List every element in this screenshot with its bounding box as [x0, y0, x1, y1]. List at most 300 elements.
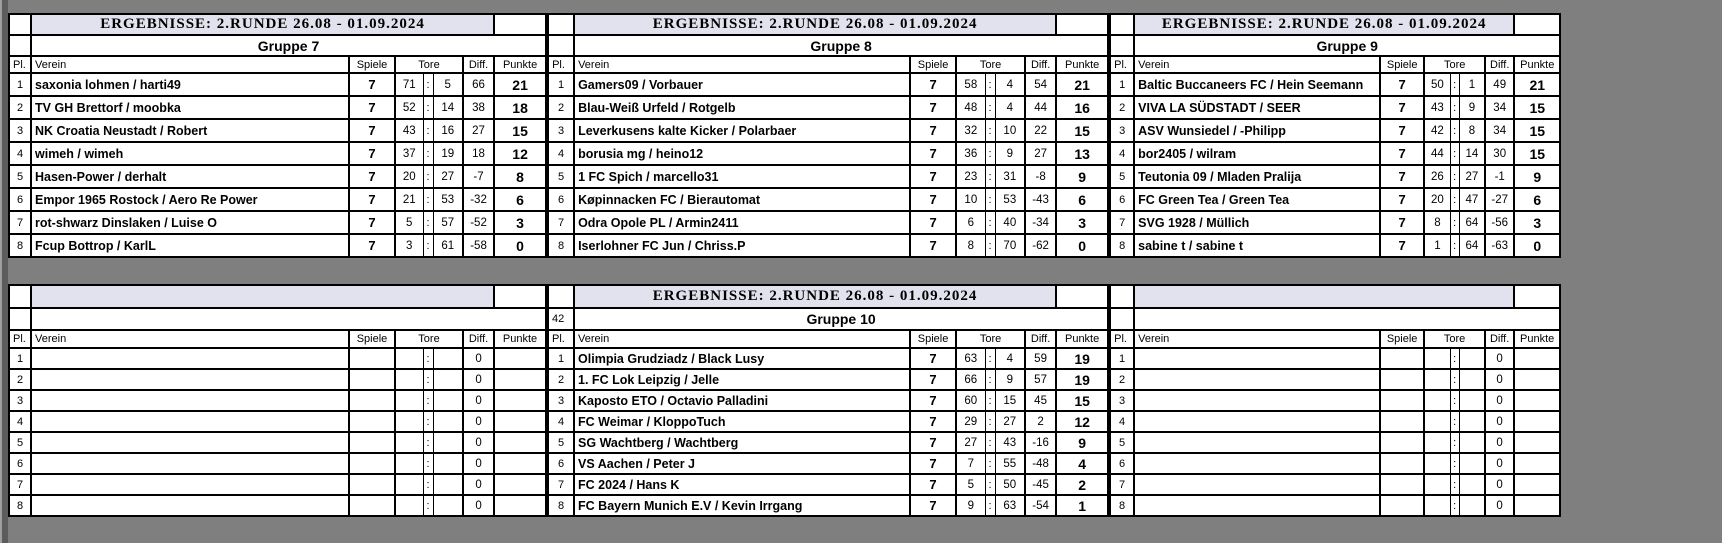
points-cell: 21	[1514, 73, 1560, 96]
games-cell: 7	[1380, 188, 1424, 211]
points-cell	[494, 432, 546, 453]
table-row	[1110, 211, 1560, 234]
place-cell: 1	[1110, 348, 1134, 369]
team-cell: Olimpia Grudziadz / Black Lusy	[574, 348, 910, 369]
goals-for-cell	[1424, 369, 1450, 390]
place-cell: 8	[9, 234, 31, 257]
diff-cell: 18	[463, 142, 494, 165]
diff-cell: 54	[1025, 73, 1056, 96]
games-cell: 7	[910, 142, 956, 165]
goals-for-cell	[395, 432, 423, 453]
goals-for-cell: 23	[956, 165, 985, 188]
title-row	[548, 285, 1108, 308]
title-corner-right	[1056, 285, 1108, 308]
col-header-tore: Tore	[956, 330, 1025, 348]
goals-separator: :	[1450, 432, 1459, 453]
team-cell: Baltic Buccaneers FC / Hein Seemann	[1134, 73, 1380, 96]
games-cell	[1380, 432, 1424, 453]
goals-against-cell	[1459, 474, 1485, 495]
diff-cell: 0	[463, 390, 494, 411]
title-corner-right	[494, 14, 546, 35]
points-cell: 18	[494, 96, 546, 119]
place-cell: 2	[1110, 96, 1134, 119]
panel-empty-right	[1109, 284, 1561, 517]
diff-cell: -32	[463, 188, 494, 211]
diff-cell: -62	[1025, 234, 1056, 257]
points-cell	[494, 474, 546, 495]
place-cell: 5	[9, 432, 31, 453]
table-row	[9, 96, 546, 119]
games-cell: 7	[910, 390, 956, 411]
points-cell	[494, 495, 546, 516]
results-title	[1134, 285, 1514, 308]
group-label: Gruppe 10	[574, 308, 1108, 330]
goals-against-cell: 61	[433, 234, 463, 257]
team-cell: TV GH Brettorf / moobka	[31, 96, 349, 119]
goals-for-cell: 27	[956, 432, 985, 453]
goals-for-cell	[395, 348, 423, 369]
place-cell: 6	[9, 188, 31, 211]
diff-cell: 34	[1485, 96, 1514, 119]
games-cell	[1380, 390, 1424, 411]
diff-cell: 0	[463, 432, 494, 453]
goals-against-cell: 4	[995, 73, 1025, 96]
goals-separator: :	[985, 73, 995, 96]
goals-against-cell: 57	[433, 211, 463, 234]
goals-separator: :	[1450, 234, 1459, 257]
points-cell	[494, 453, 546, 474]
points-cell: 9	[1514, 165, 1560, 188]
goals-for-cell: 20	[1424, 188, 1450, 211]
goals-against-cell	[1459, 369, 1485, 390]
goals-for-cell: 36	[956, 142, 985, 165]
goals-for-cell	[395, 453, 423, 474]
table-row	[548, 348, 1108, 369]
diff-cell: 0	[463, 453, 494, 474]
diff-cell: 45	[1025, 390, 1056, 411]
table-row	[548, 96, 1108, 119]
diff-cell: 0	[1485, 453, 1514, 474]
place-cell: 4	[1110, 142, 1134, 165]
col-header-punkte: Punkte	[1056, 330, 1108, 348]
results-title: ERGEBNISSE: 2.RUNDE 26.08 - 01.09.2024	[31, 14, 494, 35]
goals-for-cell	[1424, 474, 1450, 495]
games-cell	[349, 390, 395, 411]
title-row	[1110, 285, 1560, 308]
table-row	[1110, 411, 1560, 432]
table-row	[548, 453, 1108, 474]
goals-separator: :	[423, 188, 433, 211]
bottom-panel-row	[8, 284, 1561, 517]
goals-separator: :	[985, 348, 995, 369]
diff-cell: 0	[1485, 348, 1514, 369]
goals-against-cell: 14	[433, 96, 463, 119]
team-cell: SVG 1928 / Müllich	[1134, 211, 1380, 234]
goals-against-cell: 27	[995, 411, 1025, 432]
games-cell: 7	[910, 234, 956, 257]
title-corner-right	[1514, 14, 1560, 35]
goals-against-cell: 1	[1459, 73, 1485, 96]
team-cell	[1134, 453, 1380, 474]
results-title: ERGEBNISSE: 2.RUNDE 26.08 - 01.09.2024	[1134, 14, 1514, 35]
panel-gruppe-8	[547, 13, 1109, 258]
games-cell	[349, 432, 395, 453]
header-row	[9, 330, 546, 348]
points-cell: 13	[1056, 142, 1108, 165]
place-cell: 7	[1110, 474, 1134, 495]
col-header-verein: Verein	[31, 330, 349, 348]
place-cell: 2	[9, 96, 31, 119]
points-cell	[494, 369, 546, 390]
points-cell	[1514, 390, 1560, 411]
col-header-spiele: Spiele	[349, 330, 395, 348]
games-cell	[349, 348, 395, 369]
team-cell: Gamers09 / Vorbauer	[574, 73, 910, 96]
games-cell: 7	[1380, 73, 1424, 96]
goals-separator: :	[985, 234, 995, 257]
goals-separator: :	[423, 165, 433, 188]
group-corner-note	[1110, 308, 1134, 330]
points-cell: 19	[1056, 348, 1108, 369]
points-cell: 15	[1056, 390, 1108, 411]
team-cell: NK Croatia Neustadt / Robert	[31, 119, 349, 142]
goals-separator: :	[1450, 96, 1459, 119]
table-row	[9, 165, 546, 188]
points-cell	[494, 411, 546, 432]
place-cell: 2	[548, 369, 574, 390]
diff-cell: -16	[1025, 432, 1056, 453]
goals-for-cell: 60	[956, 390, 985, 411]
goals-for-cell: 66	[956, 369, 985, 390]
goals-for-cell	[395, 495, 423, 516]
team-cell: SG Wachtberg / Wachtberg	[574, 432, 910, 453]
table-row	[1110, 73, 1560, 96]
place-cell: 8	[548, 495, 574, 516]
table-row	[1110, 188, 1560, 211]
goals-separator: :	[423, 96, 433, 119]
points-cell: 3	[494, 211, 546, 234]
goals-against-cell: 53	[995, 188, 1025, 211]
diff-cell: 22	[1025, 119, 1056, 142]
table-row	[1110, 234, 1560, 257]
games-cell: 7	[910, 495, 956, 516]
goals-against-cell	[1459, 411, 1485, 432]
place-cell: 3	[1110, 119, 1134, 142]
goals-against-cell: 40	[995, 211, 1025, 234]
table-row	[1110, 348, 1560, 369]
col-header-pl: Pl.	[9, 330, 31, 348]
team-cell	[31, 474, 349, 495]
col-header-tore: Tore	[1424, 330, 1485, 348]
games-cell: 7	[910, 348, 956, 369]
header-row	[548, 330, 1108, 348]
points-cell: 8	[494, 165, 546, 188]
col-header-tore: Tore	[395, 330, 463, 348]
team-cell: borusia mg / heino12	[574, 142, 910, 165]
games-cell: 7	[1380, 165, 1424, 188]
diff-cell: 0	[1485, 390, 1514, 411]
place-cell: 3	[548, 390, 574, 411]
group-label	[1134, 308, 1560, 330]
goals-for-cell	[395, 390, 423, 411]
col-header-punkte: Punkte	[1514, 56, 1560, 73]
goals-for-cell: 10	[956, 188, 985, 211]
place-cell: 2	[548, 96, 574, 119]
place-cell: 6	[548, 188, 574, 211]
points-cell	[494, 390, 546, 411]
goals-against-cell: 9	[1459, 96, 1485, 119]
team-cell: ASV Wunsiedel / -Philipp	[1134, 119, 1380, 142]
team-cell: VIVA LA SÜDSTADT / SEER	[1134, 96, 1380, 119]
games-cell: 7	[910, 119, 956, 142]
col-header-pl: Pl.	[9, 56, 31, 73]
team-cell: FC Bayern Munich E.V / Kevin Irrgang	[574, 495, 910, 516]
title-corner-left	[1110, 285, 1134, 308]
team-cell: Leverkusens kalte Kicker / Polarbaer	[574, 119, 910, 142]
games-cell: 7	[349, 188, 395, 211]
col-header-diff: Diff.	[463, 56, 494, 73]
place-cell: 1	[548, 73, 574, 96]
goals-for-cell: 8	[1424, 211, 1450, 234]
title-corner-left	[1110, 14, 1134, 35]
goals-separator: :	[985, 369, 995, 390]
col-header-verein: Verein	[574, 56, 910, 73]
points-cell: 21	[1056, 73, 1108, 96]
diff-cell: 66	[463, 73, 494, 96]
goals-for-cell: 5	[956, 474, 985, 495]
goals-against-cell: 4	[995, 348, 1025, 369]
goals-for-cell: 29	[956, 411, 985, 432]
group-label: Gruppe 9	[1134, 35, 1560, 56]
table-row	[9, 411, 546, 432]
goals-separator: :	[985, 119, 995, 142]
points-cell: 12	[1056, 411, 1108, 432]
team-cell	[31, 390, 349, 411]
diff-cell: 0	[463, 474, 494, 495]
goals-against-cell: 8	[1459, 119, 1485, 142]
goals-against-cell: 14	[1459, 142, 1485, 165]
diff-cell: 44	[1025, 96, 1056, 119]
team-cell	[1134, 411, 1380, 432]
team-cell	[1134, 390, 1380, 411]
team-cell	[31, 453, 349, 474]
diff-cell: 0	[463, 495, 494, 516]
goals-separator: :	[985, 96, 995, 119]
team-cell	[1134, 348, 1380, 369]
games-cell	[1380, 474, 1424, 495]
goals-against-cell: 10	[995, 119, 1025, 142]
points-cell	[494, 348, 546, 369]
goals-against-cell	[1459, 390, 1485, 411]
goals-for-cell: 32	[956, 119, 985, 142]
games-cell	[1380, 495, 1424, 516]
table-row	[1110, 369, 1560, 390]
team-cell	[31, 495, 349, 516]
goals-for-cell: 44	[1424, 142, 1450, 165]
goals-separator: :	[985, 495, 995, 516]
diff-cell: -58	[463, 234, 494, 257]
place-cell: 1	[9, 348, 31, 369]
table-row	[548, 211, 1108, 234]
goals-for-cell: 26	[1424, 165, 1450, 188]
place-cell: 4	[9, 142, 31, 165]
table-row	[548, 411, 1108, 432]
table-row	[548, 474, 1108, 495]
place-cell: 2	[9, 369, 31, 390]
place-cell: 3	[9, 390, 31, 411]
diff-cell: 27	[463, 119, 494, 142]
games-cell	[349, 453, 395, 474]
table-row	[1110, 474, 1560, 495]
col-header-diff: Diff.	[1485, 56, 1514, 73]
games-cell: 7	[910, 453, 956, 474]
goals-against-cell: 9	[995, 369, 1025, 390]
goals-for-cell: 42	[1424, 119, 1450, 142]
goals-separator: :	[985, 453, 995, 474]
header-row	[1110, 56, 1560, 73]
table-row	[9, 119, 546, 142]
title-corner-left	[548, 285, 574, 308]
goals-for-cell: 20	[395, 165, 423, 188]
goals-separator: :	[423, 211, 433, 234]
goals-against-cell	[1459, 348, 1485, 369]
goals-against-cell: 55	[995, 453, 1025, 474]
points-cell: 1	[1056, 495, 1108, 516]
goals-separator: :	[423, 119, 433, 142]
goals-against-cell	[433, 453, 463, 474]
diff-cell: -7	[463, 165, 494, 188]
place-cell: 7	[9, 211, 31, 234]
diff-cell: -34	[1025, 211, 1056, 234]
team-cell: saxonia lohmen / harti49	[31, 73, 349, 96]
place-cell: 5	[548, 165, 574, 188]
group-corner-note	[9, 308, 31, 330]
place-cell: 7	[548, 474, 574, 495]
table-row	[9, 432, 546, 453]
games-cell: 7	[1380, 119, 1424, 142]
group-corner-note	[548, 35, 574, 56]
goals-separator: :	[985, 411, 995, 432]
games-cell	[1380, 348, 1424, 369]
points-cell: 19	[1056, 369, 1108, 390]
team-cell: wimeh / wimeh	[31, 142, 349, 165]
games-cell	[1380, 453, 1424, 474]
team-cell	[1134, 432, 1380, 453]
team-cell: bor2405 / wilram	[1134, 142, 1380, 165]
diff-cell: 0	[1485, 369, 1514, 390]
games-cell: 7	[1380, 211, 1424, 234]
header-row	[1110, 330, 1560, 348]
place-cell: 4	[548, 142, 574, 165]
goals-against-cell: 64	[1459, 211, 1485, 234]
diff-cell: 30	[1485, 142, 1514, 165]
table-row	[9, 211, 546, 234]
team-cell: sabine t / sabine t	[1134, 234, 1380, 257]
goals-against-cell: 50	[995, 474, 1025, 495]
diff-cell: -8	[1025, 165, 1056, 188]
points-cell: 6	[1514, 188, 1560, 211]
place-cell: 7	[1110, 211, 1134, 234]
title-corner-left	[9, 14, 31, 35]
group-row	[9, 35, 546, 56]
goals-for-cell	[1424, 348, 1450, 369]
team-cell: 1 FC Spich / marcello31	[574, 165, 910, 188]
team-cell: FC Green Tea / Green Tea	[1134, 188, 1380, 211]
goals-against-cell	[433, 474, 463, 495]
results-title: ERGEBNISSE: 2.RUNDE 26.08 - 01.09.2024	[574, 14, 1056, 35]
goals-for-cell: 8	[956, 234, 985, 257]
games-cell: 7	[349, 96, 395, 119]
goals-against-cell: 27	[433, 165, 463, 188]
points-cell: 3	[1056, 211, 1108, 234]
goals-against-cell: 43	[995, 432, 1025, 453]
team-cell: Hasen-Power / derhalt	[31, 165, 349, 188]
team-cell: 1. FC Lok Leipzig / Jelle	[574, 369, 910, 390]
header-row	[548, 56, 1108, 73]
table-row	[1110, 432, 1560, 453]
points-cell: 15	[494, 119, 546, 142]
games-cell: 7	[349, 234, 395, 257]
games-cell: 7	[910, 73, 956, 96]
goals-against-cell	[433, 411, 463, 432]
table-row	[548, 369, 1108, 390]
diff-cell: -56	[1485, 211, 1514, 234]
group-row	[548, 35, 1108, 56]
team-cell: Blau-Weiß Urfeld / Rotgelb	[574, 96, 910, 119]
group-corner-note	[1110, 35, 1134, 56]
team-cell: rot-shwarz Dinslaken / Luise O	[31, 211, 349, 234]
col-header-spiele: Spiele	[349, 56, 395, 73]
col-header-spiele: Spiele	[1380, 330, 1424, 348]
goals-against-cell: 63	[995, 495, 1025, 516]
goals-separator: :	[423, 474, 433, 495]
table-row	[548, 390, 1108, 411]
goals-for-cell: 5	[395, 211, 423, 234]
goals-for-cell	[1424, 390, 1450, 411]
points-cell: 6	[494, 188, 546, 211]
place-cell: 8	[9, 495, 31, 516]
table-row	[9, 188, 546, 211]
place-cell: 5	[9, 165, 31, 188]
title-corner-left	[9, 285, 31, 308]
goals-for-cell: 37	[395, 142, 423, 165]
group-corner-note: 42	[548, 308, 574, 330]
goals-separator: :	[423, 432, 433, 453]
points-cell: 12	[494, 142, 546, 165]
group-label	[31, 308, 546, 330]
games-cell: 7	[349, 142, 395, 165]
col-header-punkte: Punkte	[1514, 330, 1560, 348]
diff-cell: 2	[1025, 411, 1056, 432]
table-row	[548, 73, 1108, 96]
col-header-punkte: Punkte	[494, 330, 546, 348]
panel-empty-left	[8, 284, 547, 517]
diff-cell: -1	[1485, 165, 1514, 188]
diff-cell: 49	[1485, 73, 1514, 96]
goals-separator: :	[423, 390, 433, 411]
goals-for-cell: 52	[395, 96, 423, 119]
place-cell: 8	[548, 234, 574, 257]
col-header-verein: Verein	[1134, 56, 1380, 73]
goals-against-cell	[1459, 495, 1485, 516]
goals-for-cell	[1424, 453, 1450, 474]
goals-separator: :	[1450, 188, 1459, 211]
col-header-diff: Diff.	[1485, 330, 1514, 348]
title-corner-right	[1514, 285, 1560, 308]
table-row	[1110, 495, 1560, 516]
points-cell: 0	[1056, 234, 1108, 257]
place-cell: 1	[548, 348, 574, 369]
